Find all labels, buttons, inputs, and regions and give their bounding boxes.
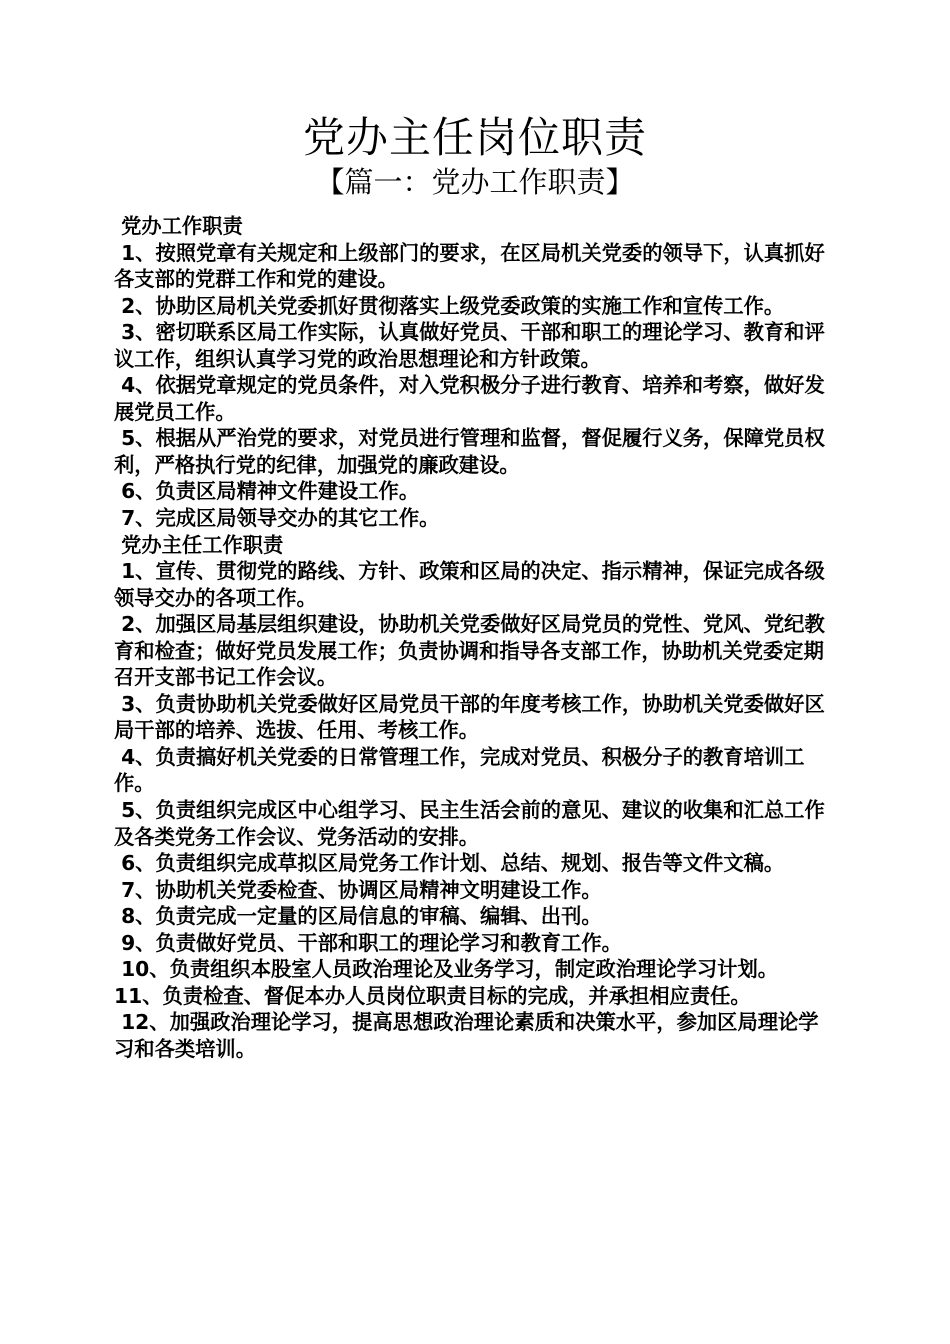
paragraph: 3、密切联系区局工作实际，认真做好党员、干部和职工的理论学习、教育和评议工作，组织认真学习党的政治思想理论和方针政策。: [114, 320, 825, 371]
paragraph: 2、协助区局机关党委抓好贯彻落实上级党委政策的实施工作和宣传工作。: [114, 293, 785, 318]
section-heading-party-office-duties: 党办工作职责: [114, 214, 243, 238]
paragraph: 5、负责组织完成区中心组学习、民主生活会前的意见、建议的收集和汇总工作及各类党务工作会议、党务活动的安排。: [114, 798, 825, 849]
paragraph: 3、负责协助机关党委做好区局党员干部的年度考核工作，协助机关党委做好区局干部的培养、选拔、任用、考核工作。: [114, 691, 825, 743]
page-title: 党办主任岗位职责: [302, 113, 647, 162]
paragraph: 1、宣传、贯彻党的路线、方针、政策和区局的决定、指示精神，保证完成各级领导交办的各项工作。: [114, 559, 825, 610]
paragraph: 6、负责区局精神文件建设工作。: [114, 479, 420, 504]
paragraph: 8、负责完成一定量的区局信息的审稿、编辑、出刊。: [114, 904, 602, 929]
paragraph: 4、依据党章规定的党员条件，对入党积极分子进行教育、培养和考察，做好发展党员工作。: [114, 373, 825, 424]
paragraph: 2、加强区局基层组织建设，协助机关党委做好区局党员的党性、党风、党纪教育和检查；做好党员发展工作；负责协调和指导各支部工作，协助机关党委定期召开支部书记工作会议。: [114, 612, 825, 690]
paragraph: 7、协助机关党委检查、协调区局精神文明建设工作。: [114, 877, 602, 902]
paragraph: 9、负责做好党员、干部和职工的理论学习和教育工作。: [114, 930, 622, 955]
paragraph: 12、加强政治理论学习，提高思想政治理论素质和决策水平，参加区局理论学习和各类培训。: [114, 1010, 819, 1061]
paragraph: 6、负责组织完成草拟区局党务工作计划、总结、规划、报告等文件文稿。: [114, 851, 785, 876]
page-subtitle: 【篇一：党办工作职责】: [315, 165, 635, 199]
paragraph: 7、完成区局领导交办的其它工作。: [114, 506, 440, 531]
paragraph: 10、负责组织本股室人员政治理论及业务学习，制定政治理论学习计划。: [114, 957, 779, 982]
paragraph: 1、按照党章有关规定和上级部门的要求，在区局机关党委的领导下，认真抓好各支部的党群工作和党的建设。: [114, 240, 825, 292]
document-body: [114, 213, 838, 1063]
paragraph: 4、负责搞好机关党委的日常管理工作，完成对党员、积极分子的教育培训工作。: [114, 744, 805, 796]
paragraph: 11、负责检查、督促本办人员岗位职责目标的完成，并承担相应责任。: [114, 983, 751, 1008]
section-heading-director-duties: 党办主任工作职责: [114, 532, 284, 557]
paragraph: 5、根据从严治党的要求，对党员进行管理和监督，督促履行义务，保障党员权利，严格执行党的纪律，加强党的廉政建设。: [114, 426, 825, 477]
